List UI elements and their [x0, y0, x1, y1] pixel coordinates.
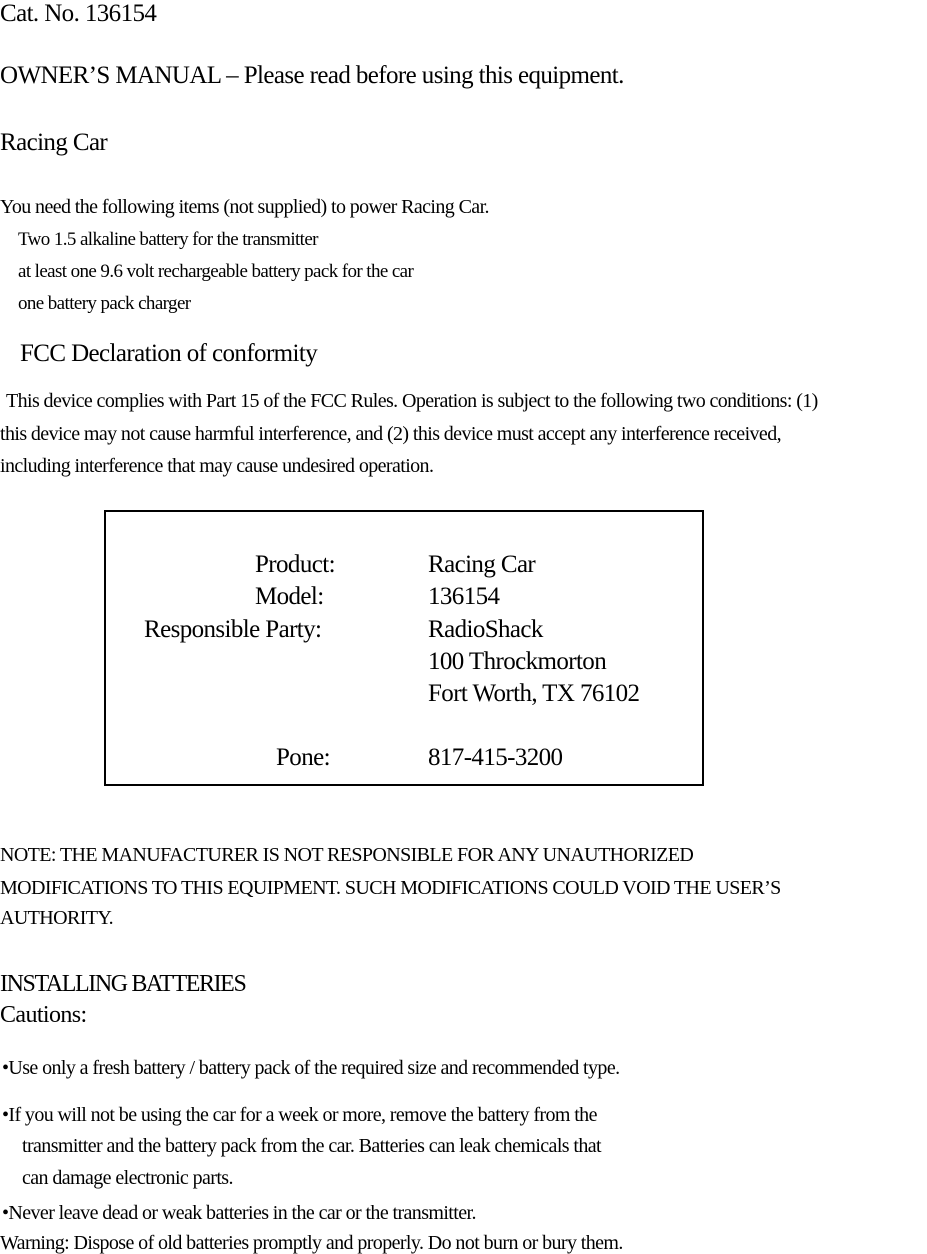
fcc-paragraph-line: this device may not cause harmful interference, and (2) this device must accept any interference received, [0, 423, 782, 445]
caution-item: •If you will not be using the car for a week or more, remove the battery from the [2, 1104, 597, 1126]
cautions-label: Cautions: [0, 1002, 87, 1028]
requirement-item: at least one 9.6 volt rechargeable battery pack for the car [18, 261, 414, 282]
note-line: MODIFICATIONS TO THIS EQUIPMENT. SUCH MODIFICATIONS COULD VOID THE USER’S [0, 877, 781, 899]
responsible-party-label: Responsible Party: [144, 616, 322, 643]
product-value: Racing Car [428, 551, 536, 578]
requirements-intro: You need the following items (not supplied) to power Racing Car. [0, 196, 489, 218]
catalog-number: Cat. No. 136154 [0, 0, 157, 27]
caution-item-continued: transmitter and the battery pack from the car. Batteries can leak chemicals that [22, 1135, 601, 1157]
responsible-party-name: RadioShack [428, 616, 543, 643]
caution-item: •Use only a fresh battery / battery pack of the required size and recommended type. [2, 1057, 620, 1079]
caution-item-continued: can damage electronic parts. [22, 1167, 233, 1189]
model-label: Model: [255, 583, 324, 610]
requirement-item: Two 1.5 alkaline battery for the transmitter [18, 229, 318, 250]
fcc-paragraph-line: including interference that may cause undesired operation. [0, 455, 434, 477]
model-value: 136154 [428, 583, 500, 610]
product-name-heading: Racing Car [0, 129, 108, 156]
responsible-party-city: Fort Worth, TX 76102 [428, 680, 640, 707]
phone-label: Pone: [276, 744, 330, 771]
note-line: AUTHORITY. [0, 907, 114, 929]
caution-item: •Never leave dead or weak batteries in the car or the transmitter. [2, 1202, 476, 1224]
requirement-item: one battery pack charger [18, 293, 191, 314]
manual-title: OWNER’S MANUAL – Please read before using this equipment. [0, 62, 624, 89]
conformity-box [104, 510, 704, 786]
warning-line: Warning: Dispose of old batteries promptly and properly. Do not burn or bury them. [0, 1232, 623, 1254]
installing-batteries-heading: INSTALLING BATTERIES [0, 971, 246, 997]
fcc-heading: FCC Declaration of conformity [20, 340, 318, 367]
responsible-party-street: 100 Throckmorton [428, 648, 607, 675]
fcc-paragraph-line: This device complies with Part 15 of the FCC Rules. Operation is subject to the following two conditions: (1) [6, 390, 818, 412]
product-label: Product: [255, 551, 335, 578]
phone-value: 817-415-3200 [428, 744, 563, 771]
note-line: NOTE: THE MANUFACTURER IS NOT RESPONSIBLE FOR ANY UNAUTHORIZED [0, 844, 694, 866]
